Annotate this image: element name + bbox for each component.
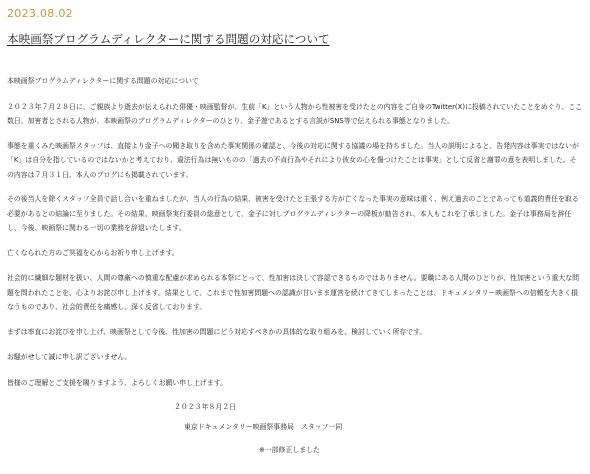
body-paragraph: その後当人を除くスタッフ全員で話し合いを重ねましたが、当人の行為の結果、被害を受けたと主張する方が亡くなった事実の意味は重く、例え過去のことであっても道義的責任を取る必要があるとの結論に至りました。その結果、映画祭実行委員の総意として、金子に対しプログラムディレクターの降板が勧告され、本人もこれを了承しました。金子は事務局を辞任し、今後、映画祭に関わる一切の業務を辞退いたします。 [7,195,579,232]
body-paragraph: ２０２３年７月２８日に、ご親族より逝去が伝えられた俳優・映画監督が、生前「K」という人物から性被害を受けたとの内容をご自身のTwitter(X)に投稿されていたことをめぐり、ここ数日、加害者とされる人物が、本映画祭のプログラムディレクターのひとり、金子遊であるとする言説がSNS等で伝えられる事態となりました。 [7,102,583,125]
article [7,6,583,458]
body-paragraph: まずは率直にお詫びを申し上げ、映画祭として今後、性加害の問題にどう対応すべきかの具体的な取り組みを、検討していく所存です。 [7,327,427,336]
signoff-date: ２０２３年８月２日 [174,403,237,411]
signoff-organization: 東京ドキュメンタリー映画祭事務局 スタッフ一同 [184,422,343,431]
article-body [7,74,583,458]
body-paragraph: 事態を重くみた映画祭スタッフは、直接より金子への聞き取りを含めた事実関係の確認と、今後の対応に関する協議の場を持ちました。当人の説明によると、告発内容は事実ではないが「K」は自分を指しているのではないかと考えており、違法行為は無いものの「過去の不貞行為やそれにより彼女の心を傷つけたことは事実」として反省と謝罪の意を表明しました。その内容は７月３１日、本人のブログにも掲載されています。 [7,141,579,179]
body-paragraph: 亡くなられた方のご冥福を心からお祈り申し上げます。 [7,248,179,257]
revision-note: ※一部修正しました [259,446,320,454]
post-date: 2023.08.02 [7,7,73,20]
body-paragraph: 社会的に繊細な題材を扱い、人間の尊厳への慎重な配慮が求められる本祭にとって、性加害は決して容認できるものではありません。要職にある人間のひとりが、性加害という重大な問題を問われたことを、心よりお詫び申し上げます。結果として、これまで性加害問題への認識が甘いまま運営を続けてきてしまったことは、ドキュメンタリー映画祭への信頼を大きく損なうものであり、社会的責任を痛感し、深く反省しております。 [7,274,580,311]
article-title[interactable]: 本映画祭プログラムディレクターに関する問題の対応について [7,32,330,46]
body-paragraph: お騒がせして誠に申し訳ございません。 [7,353,132,361]
body-paragraph: 皆様のご理解とご支援を賜りますよう、よろしくお願い申し上げます。 [7,378,227,387]
body-heading: 本映画祭プログラムディレクターに関する問題の対応について [7,77,199,85]
